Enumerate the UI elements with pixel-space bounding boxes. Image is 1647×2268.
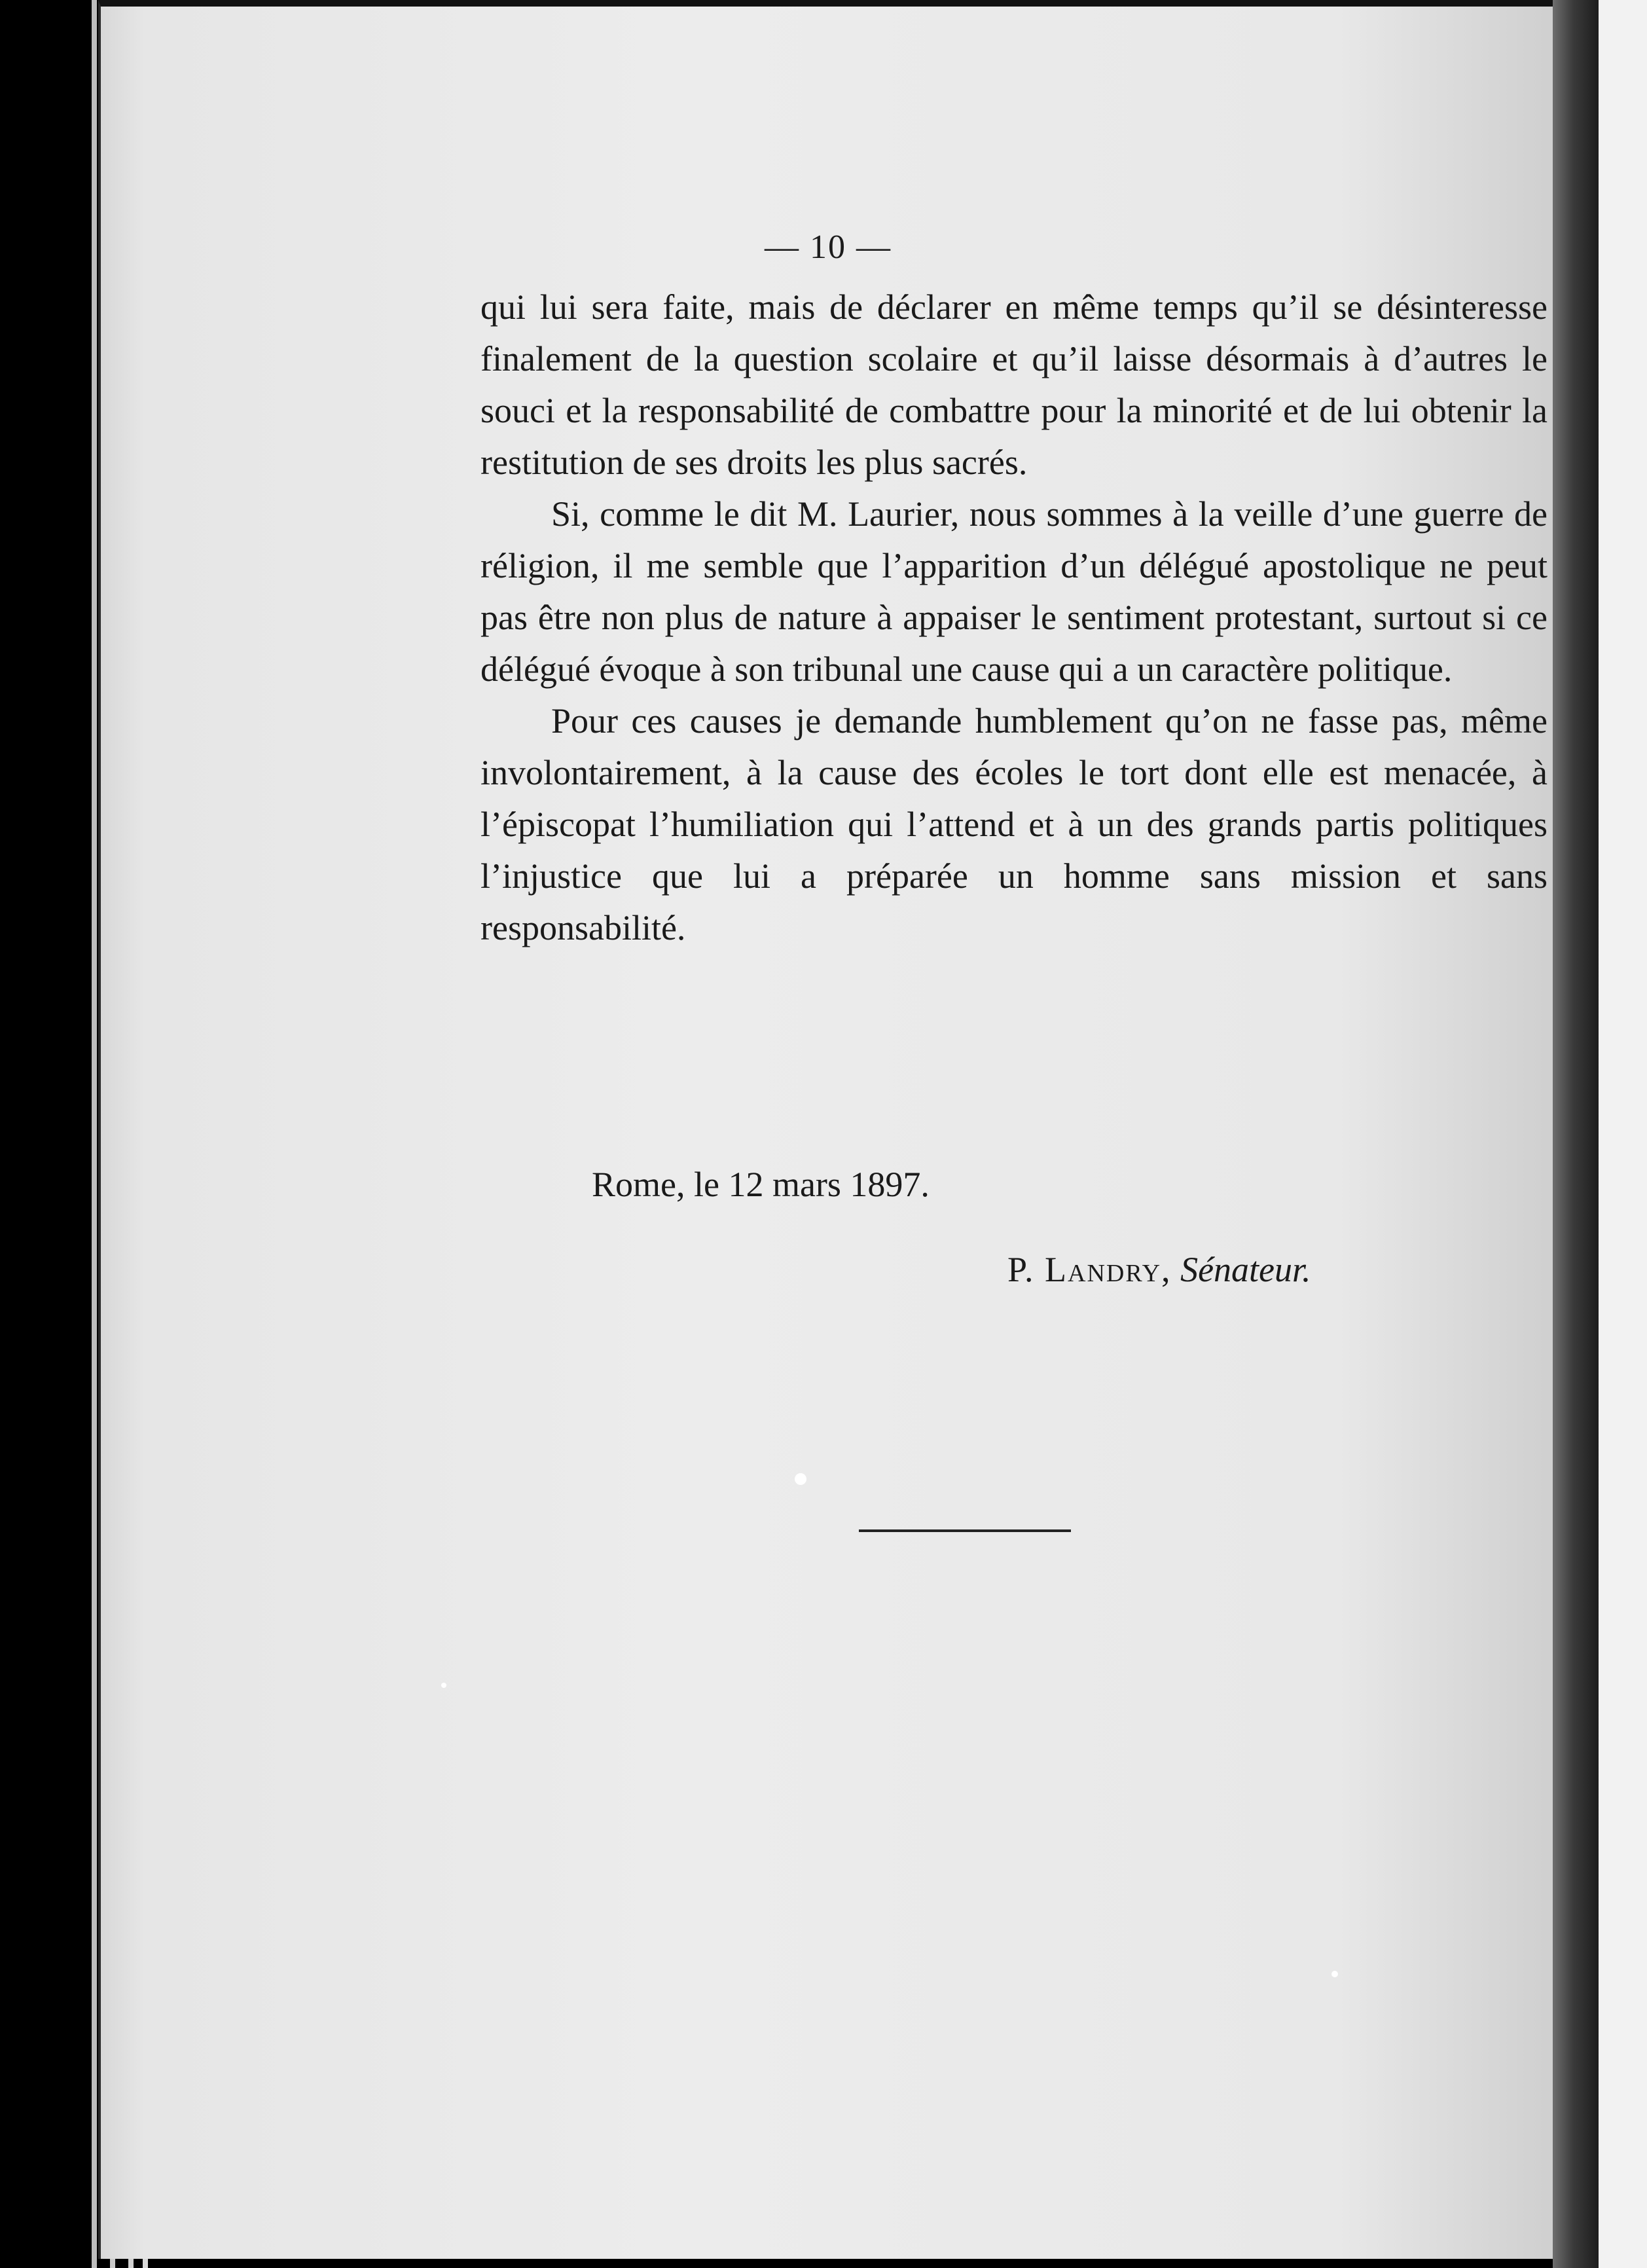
scan-speck [441, 1683, 446, 1688]
page-edge [92, 0, 97, 2268]
body-text [480, 282, 1547, 954]
paragraph-request: Pour ces causes je demande humblement qu’on ne fasse pas, même involontairement, à la cause des écoles le tort dont elle est menacée, à l’épiscopat l’humiliation qui l’attend et à un des grands partis politiques l’injustice que lui a préparée un homme sans mission et sans responsabilité. [480, 701, 1547, 947]
document-page [98, 0, 1555, 2259]
book-spine-shadow [1553, 0, 1599, 2268]
scan-speck [795, 1473, 806, 1485]
signature [1007, 1249, 1311, 1290]
scan-speck [1331, 1971, 1338, 1977]
scan-margin [1599, 0, 1647, 2268]
paragraph-laurier: Si, comme le dit M. Laurier, nous sommes à la veille d’une guerre de réligion, il me semble que l’apparition d’un délégué apostolique ne peut pas être non plus de nature à appaiser le sentiment protestant, surtout si ce délégué évoque à son tribunal une cause qui a un caractère politique. [480, 494, 1547, 689]
closing-rule [859, 1529, 1071, 1532]
signature-title: Sénateur. [1180, 1250, 1311, 1289]
dateline: Rome, le 12 mars 1897. [592, 1165, 930, 1204]
signature-name: P. Landry, [1007, 1250, 1172, 1289]
paragraph-continuation: qui lui sera faite, mais de déclarer en même temps qu’il se désinteresse finalement de la question scolaire et qu’il laisse désormais à d’autres le souci et la responsabilité de combattre pour la minorité et de lui obtenir la restitution de ses droits les plus sacrés. [480, 287, 1547, 482]
page-number: — 10 — [765, 229, 892, 266]
